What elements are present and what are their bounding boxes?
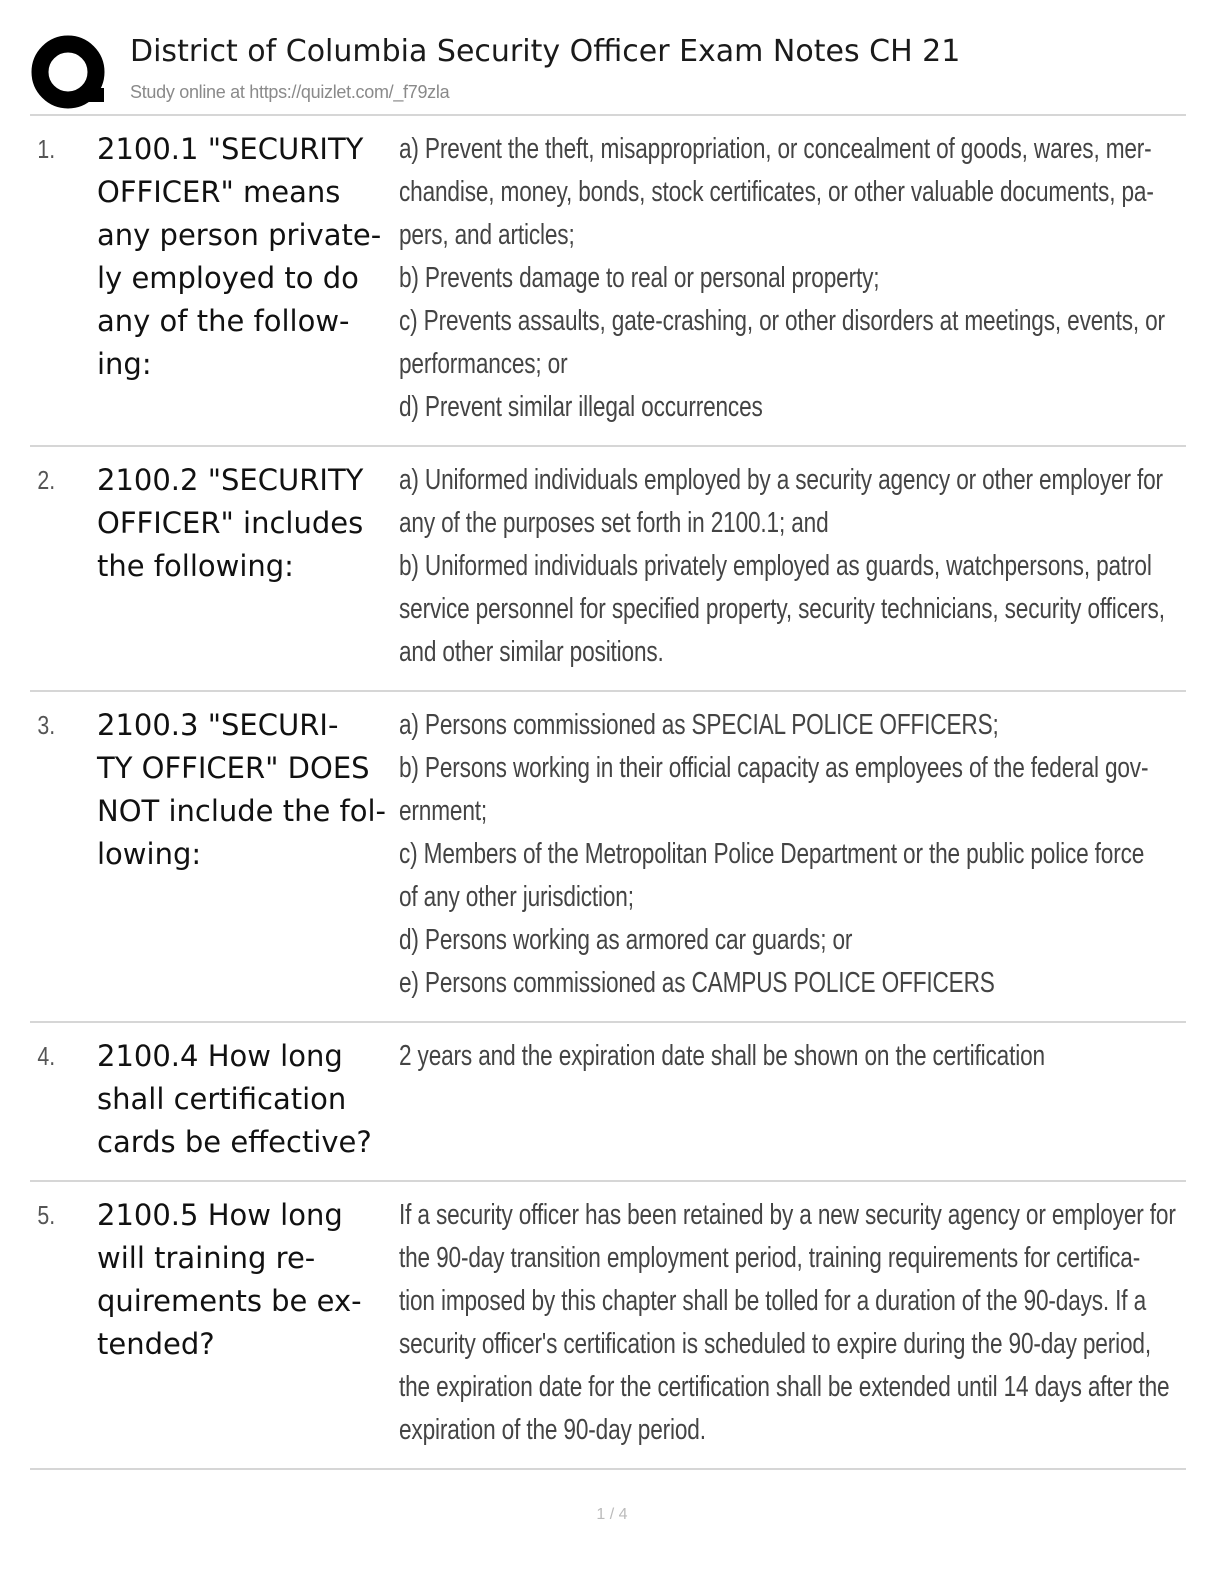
definition-line: b) Prevents damage to real or personal property; [399, 262, 880, 294]
definition-line: service personnel for specified property, security technicians, security officers, [399, 593, 1165, 625]
study-online-link[interactable]: Study online at https://quizlet.com/_f79zla [130, 82, 450, 102]
definition-line: security officer's certification is scheduled to expire during the 90-day period, [399, 1328, 1151, 1360]
definition-line: a) Prevent the theft, misappropriation, or concealment of goods, wares, mer- [399, 133, 1152, 165]
page-title: District of Columbia Security Officer Exam Notes CH 21 [130, 34, 961, 69]
page-header [30, 28, 1186, 116]
card-number: 5. [37, 1200, 56, 1230]
definition-line: the 90-day transition employment period, training requirements for certifica- [399, 1242, 1141, 1274]
definition-line: tion imposed by this chapter shall be tolled for a duration of the 90-days. If a [399, 1285, 1146, 1317]
definition-line: b) Uniformed individuals privately employed as guards, watchpersons, patrol [399, 550, 1152, 582]
card-number: 4. [37, 1041, 56, 1071]
card-definition [397, 704, 1224, 1005]
card-term: 2100.4 How long shall certification cards be effective? [97, 1039, 372, 1159]
definition-line: pers, and articles; [399, 219, 575, 251]
flashcard-list [30, 116, 1186, 1470]
flashcard-row [30, 1182, 1186, 1470]
definition-line: performances; or [399, 348, 568, 380]
flashcard-row [30, 116, 1186, 447]
definition-line: e) Persons commissioned as CAMPUS POLICE OFFICERS [399, 967, 995, 999]
definition-line: ernment; [399, 795, 488, 827]
definition-line: and other similar positions. [399, 636, 664, 668]
definition-line: 2 years and the expiration date shall be shown on the certification [399, 1040, 1045, 1072]
definition-line: c) Members of the Metropolitan Police Department or the public police force [399, 838, 1145, 870]
definition-line: chandise, money, bonds, stock certificates, or other valuable documents, pa- [399, 176, 1154, 208]
card-term: 2100.5 How long will training re- quirements be ex- tended? [97, 1198, 362, 1361]
definition-line: a) Uniformed individuals employed by a security agency or other employer for [399, 464, 1163, 496]
definition-line: the expiration date for the certification shall be extended until 14 days after the [399, 1371, 1170, 1403]
card-term: 2100.2 "SECURITY OFFICER" includes the following: [97, 463, 364, 583]
definition-line: c) Prevents assaults, gate-crashing, or other disorders at meetings, events, or [399, 305, 1165, 337]
definition-line: d) Persons working as armored car guards; or [399, 924, 853, 956]
page-number: 1 / 4 [596, 1506, 628, 1523]
card-term: 2100.1 "SECURITY OFFICER" means any person private- ly employed to do any of the follow- ing: [97, 132, 382, 381]
definition-line: expiration of the 90-day period. [399, 1414, 706, 1446]
definition-line: a) Persons commissioned as SPECIAL POLICE OFFICERS; [399, 709, 999, 741]
flashcard-row [30, 447, 1186, 692]
card-definition [397, 128, 1224, 429]
card-number: 3. [37, 710, 56, 740]
card-term: 2100.3 "SECURI- TY OFFICER" DOES NOT include the fol- lowing: [97, 708, 387, 871]
definition-line: of any other jurisdiction; [399, 881, 634, 913]
flashcard-row [30, 1023, 1186, 1182]
definition-line: any of the purposes set forth in 2100.1; and [399, 507, 829, 539]
card-number: 1. [37, 134, 56, 164]
definition-line: d) Prevent similar illegal occurrences [399, 391, 763, 423]
flashcard-row [30, 692, 1186, 1023]
quizlet-q-logo-icon[interactable] [30, 34, 110, 114]
definition-line: b) Persons working in their official capacity as employees of the federal gov- [399, 752, 1149, 784]
card-definition [397, 459, 1224, 674]
card-number: 2. [37, 465, 56, 495]
card-definition [397, 1194, 1224, 1452]
definition-line: If a security officer has been retained by a new security agency or employer for [399, 1199, 1176, 1231]
card-definition [397, 1035, 1224, 1164]
